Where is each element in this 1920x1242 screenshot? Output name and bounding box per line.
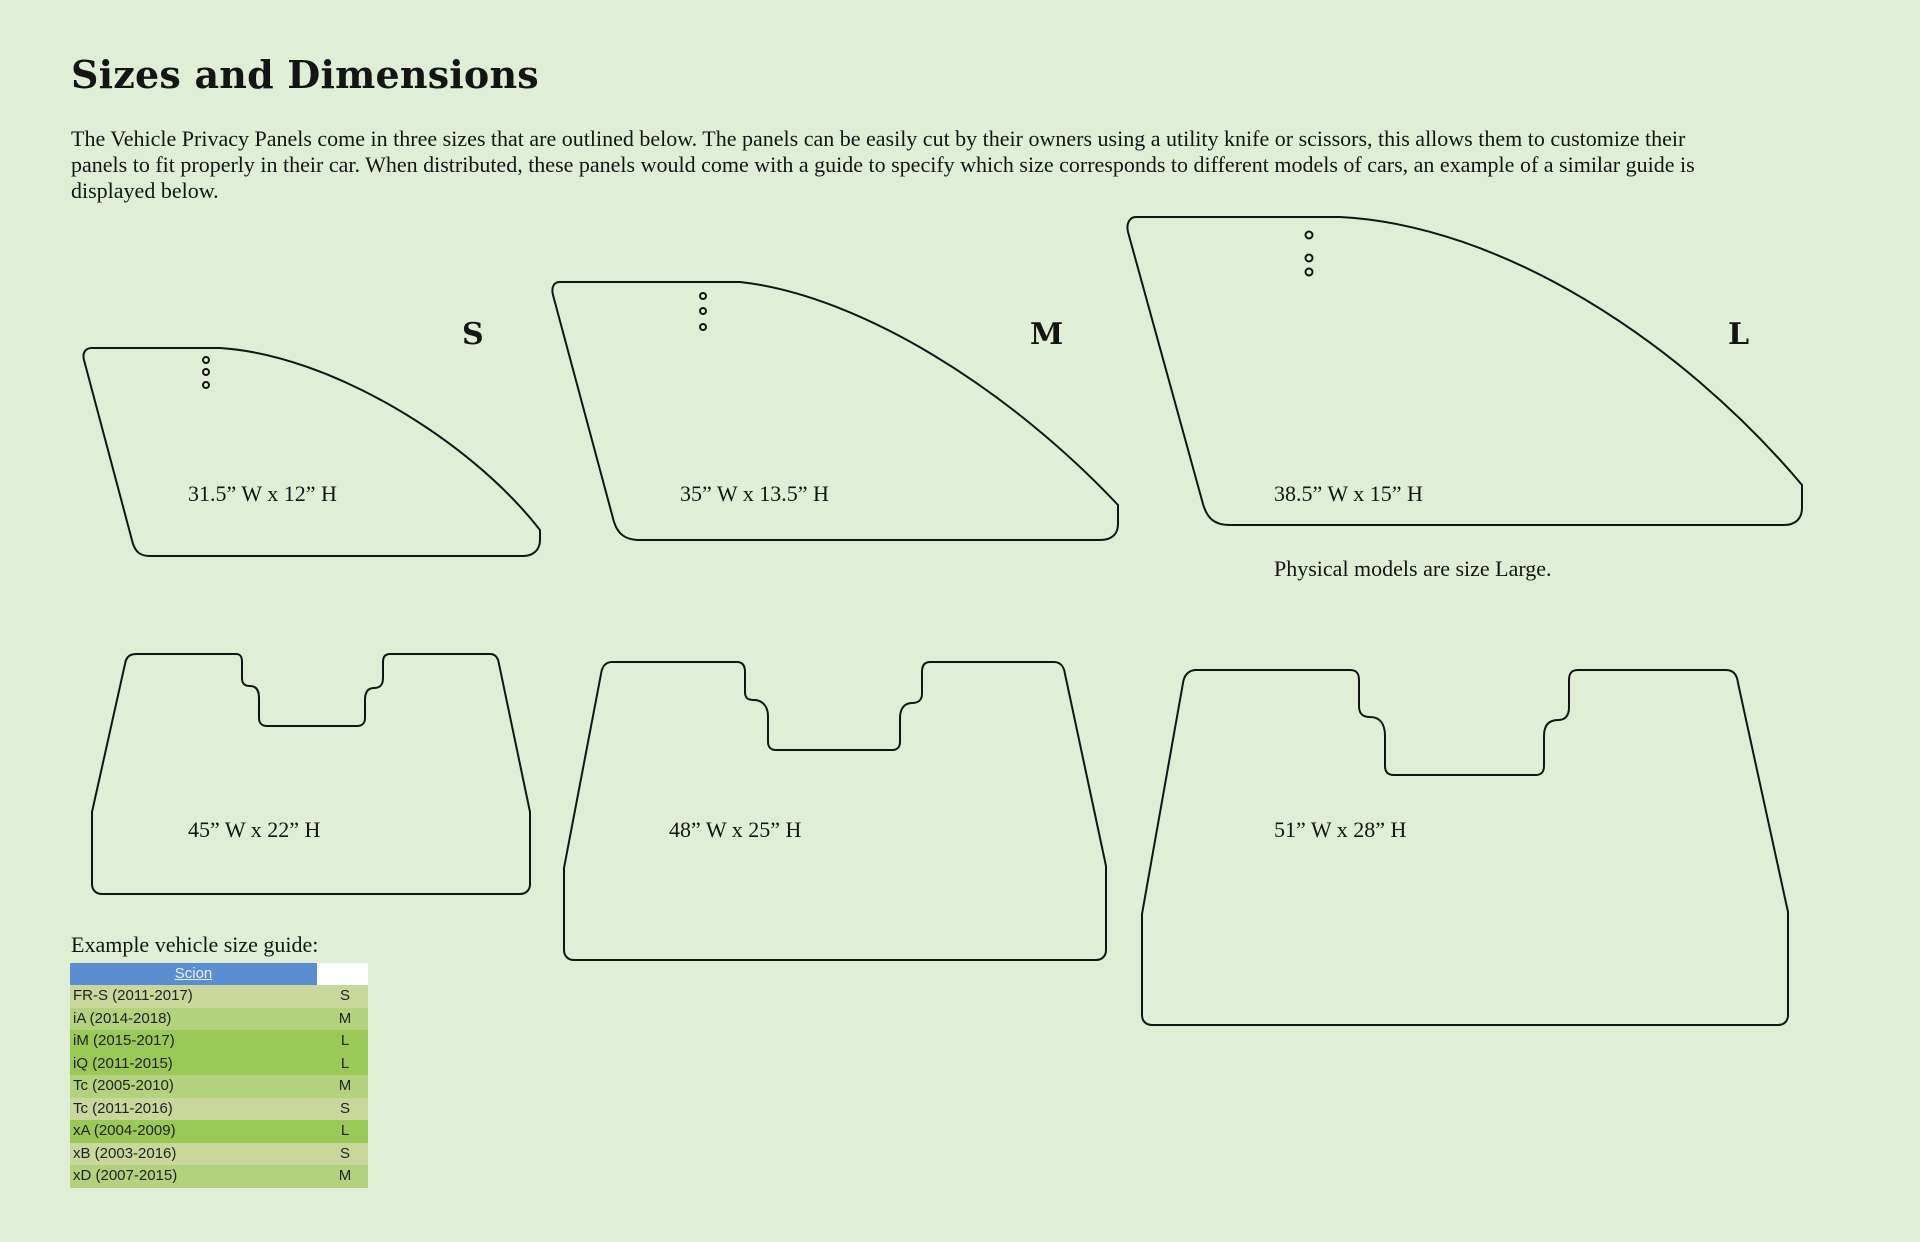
- rear-panel-m-outline: [564, 662, 1106, 960]
- intro-paragraph: The Vehicle Privacy Panels come in three sizes that are outlined below. The panels can be easily cut by their owners using a utility knife or scissors, this allows them to customize their panels to fit properly in their car. When distributed, these panels would come with a guide to specify which size corresponds to different models of cars, an example of a similar guide is displayed below.: [71, 126, 1695, 203]
- size-guide-brand: Scion: [70, 963, 317, 985]
- panel-hole: [1306, 255, 1313, 262]
- rear-dimension-m: 48” W x 25” H: [669, 817, 802, 842]
- vehicle-size: M: [338, 1167, 352, 1184]
- vehicle-model: iQ (2011-2015): [73, 1054, 173, 1072]
- vehicle-model: iA (2014-2018): [73, 1009, 172, 1027]
- vehicle-model: Tc (2005-2010): [73, 1077, 174, 1094]
- table-row: [70, 985, 368, 1008]
- rear-panel-s-outline: [92, 654, 530, 894]
- front-panel-l-outline: [1127, 217, 1802, 525]
- size-guide-title: Example vehicle size guide:: [71, 932, 319, 957]
- table-row: [70, 1030, 368, 1053]
- vehicle-size: S: [339, 1144, 350, 1162]
- table-row: [70, 1165, 368, 1188]
- front-dimension-s: 31.5” W x 12” H: [188, 481, 337, 506]
- size-guide-header: [70, 963, 368, 985]
- panel-hole: [203, 357, 209, 363]
- vehicle-size: L: [340, 1032, 350, 1049]
- table-row: [70, 1143, 368, 1166]
- panel-hole: [1306, 232, 1313, 239]
- rear-dimension-s: 45” W x 22” H: [188, 817, 321, 842]
- physical-models-note: Physical models are size Large.: [1274, 556, 1552, 581]
- table-row: [70, 1053, 368, 1076]
- rear-dimension-l: 51” W x 28” H: [1274, 817, 1407, 842]
- front-panel-s-outline: [83, 348, 540, 556]
- table-row: [70, 1098, 368, 1121]
- size-label-s: S: [462, 317, 484, 352]
- page-title: Sizes and Dimensions: [71, 52, 539, 97]
- vehicle-model: FR-S (2011-2017): [73, 987, 193, 1004]
- panel-hole: [700, 308, 706, 314]
- table-row: [70, 1120, 368, 1143]
- vehicle-model: iM (2015-2017): [73, 1032, 175, 1049]
- vehicle-model: Tc (2011-2016): [73, 1099, 173, 1117]
- vehicle-size: L: [340, 1054, 350, 1072]
- vehicle-model: xA (2004-2009): [73, 1122, 176, 1139]
- vehicle-model: xD (2007-2015): [73, 1167, 178, 1184]
- table-row: [70, 1008, 368, 1031]
- size-guide-header-blank: [317, 963, 368, 985]
- size-guide-table: [70, 963, 368, 1188]
- rear-panel-l-outline: [1142, 670, 1788, 1025]
- panel-hole: [203, 382, 209, 388]
- vehicle-size: S: [339, 1099, 350, 1117]
- panel-hole: [203, 369, 209, 375]
- vehicle-size: M: [338, 1077, 352, 1094]
- panel-hole: [1306, 269, 1313, 276]
- panel-hole: [700, 324, 706, 330]
- vehicle-size: S: [339, 987, 350, 1004]
- vehicle-size: L: [340, 1122, 350, 1139]
- vehicle-model: xB (2003-2016): [73, 1144, 177, 1162]
- front-dimension-l: 38.5” W x 15” H: [1274, 481, 1423, 506]
- vehicle-size: M: [338, 1009, 352, 1027]
- panel-hole: [700, 293, 706, 299]
- front-dimension-m: 35” W x 13.5” H: [680, 481, 829, 506]
- size-label-l: L: [1728, 317, 1750, 352]
- table-row: [70, 1075, 368, 1098]
- size-label-m: M: [1030, 317, 1064, 352]
